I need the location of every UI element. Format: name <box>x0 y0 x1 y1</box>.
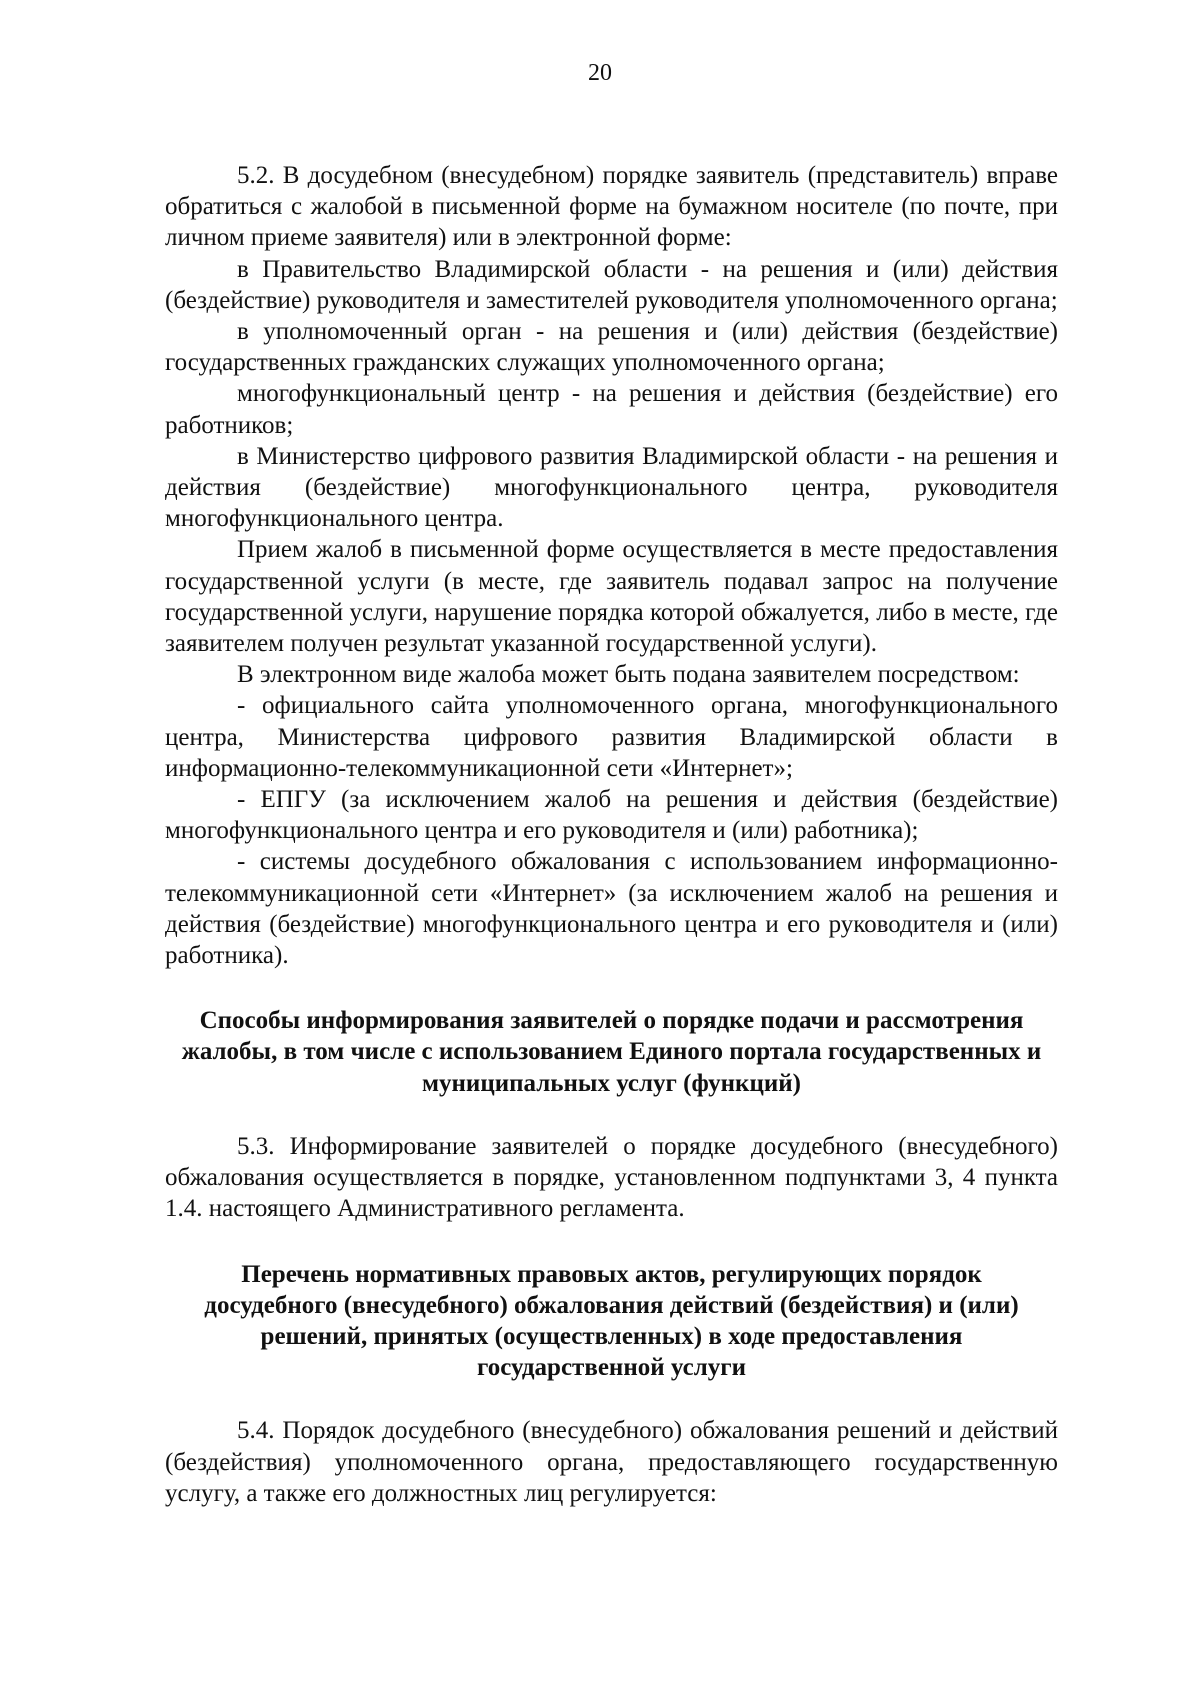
list-item-pretrial-system: - системы досудебного обжалования с использованием информационно-телекоммуникационной сети «Интернет» (за исключением жалоб на решения и действия (бездействие) многофункционального центра и его руководителя и (или) работника). <box>165 848 1058 970</box>
list-item-authorized-body: в уполномоченный орган - на решения и (или) действия (бездействие) государственных гражданских служащих уполномоченного органа; <box>165 318 1058 377</box>
list-item-ministry: в Министерство цифрового развития Владимирской области - на решения и действия (бездействие) многофункционального центра, руководителя многофункционального центра. <box>165 442 1058 533</box>
section-heading-informing: Способы информирования заявителей о порядке подачи и рассмотрения жалобы, в том числе с использованием Единого портала государственных и муниципальных услуг (функций) <box>181 1007 1042 1097</box>
paragraph-5-3: 5.3. Информирование заявителей о порядке досудебного (внесудебного) обжалования осуществляется в порядке, установленном подпунктами 3, 4 пункта 1.4. настоящего Административного регламента. <box>165 1132 1058 1223</box>
paragraph-electronic-intro: В электронном виде жалоба может быть подана заявителем посредством: <box>237 661 1020 689</box>
paragraph-5-2-intro: 5.2. В досудебном (внесудебном) порядке заявитель (представитель) вправе обратиться с жалобой в письменной форме на бумажном носителе (по почте, при личном приеме заявителя) или в электронной форме: <box>165 162 1058 252</box>
list-item-mfc: многофункциональный центр - на решения и действия (бездействие) его работников; <box>165 380 1058 439</box>
list-item-epgu: - ЕПГУ (за исключением жалоб на решения и действия (бездействие) многофункционального центра и его руководителя и (или) работника); <box>165 786 1058 845</box>
list-item-government: в Правительство Владимирской области - на решения и (или) действия (бездействие) руководителя и заместителей руководителя уполномоченного органа; <box>165 255 1058 314</box>
document-body <box>165 160 1058 1509</box>
page-number: 20 <box>588 60 612 86</box>
section-heading-legal-acts: Перечень нормативных правовых актов, регулирующих порядок досудебного (внесудебного) обжалования действий (бездействия) и (или) решений, принятых (осуществленных) в ходе предоставления государственной услуги <box>204 1260 1019 1382</box>
paragraph-written-acceptance: Прием жалоб в письменной форме осуществляется в месте предоставления государственной услуги (в месте, где заявитель подавал запрос на получение государственной услуги, нарушение порядка которой обжалуется, либо в месте, где заявителем получен результат указанной государственной услуги). <box>165 536 1058 658</box>
list-item-official-site: - официального сайта уполномоченного органа, многофункционального центра, Министерства цифрового развития Владимирской области в информационно-телекоммуникационной сети «Интернет»; <box>165 692 1058 782</box>
paragraph-5-4: 5.4. Порядок досудебного (внесудебного) обжалования решений и действий (бездействия) уполномоченного органа, предоставляющего государственную услугу, а также его должностных лиц регулируется: <box>165 1417 1058 1507</box>
